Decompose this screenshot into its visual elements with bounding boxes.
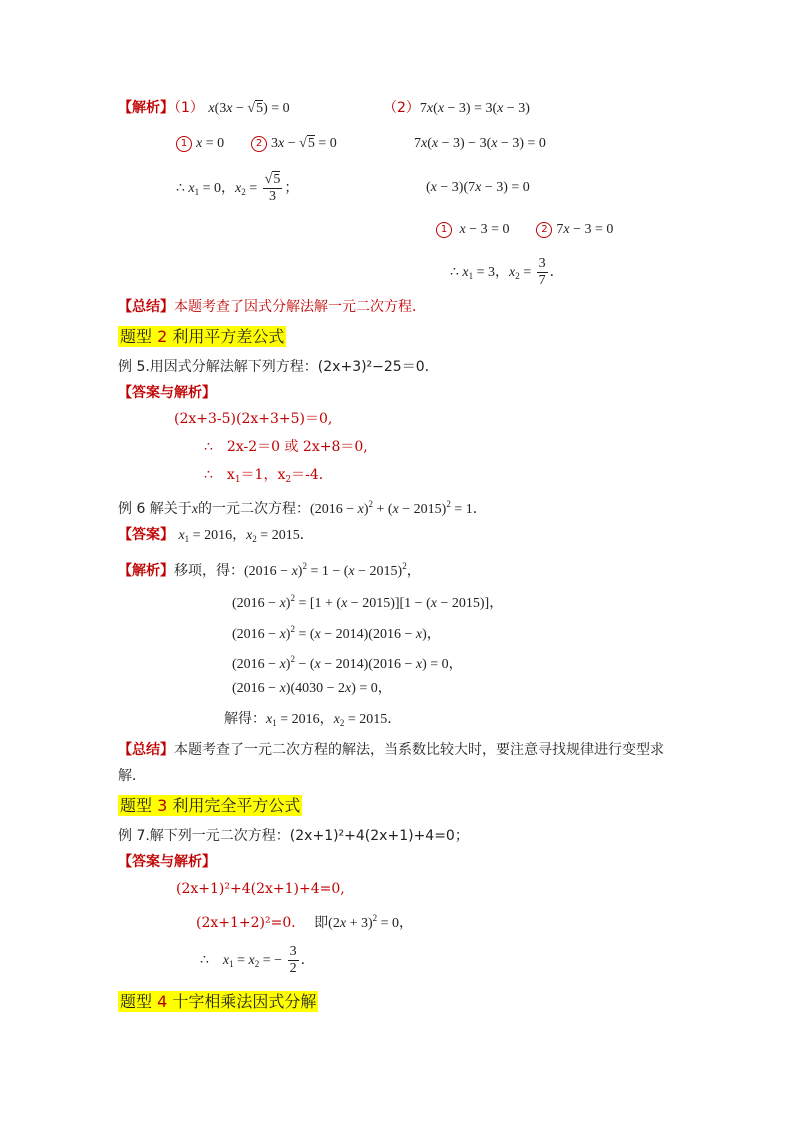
example-7-line-2: (2x+1+2)²=0． 即$(2x + 3)^2 = 0$，	[196, 913, 414, 931]
step-2c: 1 x − 3 = 0 2 7x − 3 = 0	[436, 219, 613, 240]
answer-tag: 【答案】	[118, 527, 174, 543]
summary-text: 本题考查了因式分解法解一元二次方程．	[174, 299, 426, 315]
section-heading-type-3	[118, 794, 302, 819]
result-2: ∴ $x_1 = 3$，$x_2$ = $\frac{3}{7}$ ．	[450, 256, 564, 289]
section-heading-type-2	[118, 325, 286, 350]
analysis-block-1	[118, 98, 290, 119]
example-6-answer: 【答案】 $x_1 = 2016$，$x_2 = 2015$．	[118, 527, 314, 544]
example-7-answer-tag: 【答案与解析】	[118, 854, 216, 870]
circle-number: 1	[176, 136, 192, 152]
analysis-tag: 【解析】	[118, 100, 174, 116]
summary-tag: 【总结】	[118, 299, 174, 315]
sub-label-2: （2）	[383, 100, 420, 116]
example-6-analysis: 【解析】移项，得：$(2016 - x)^2 = 1 - (x - 2015)^2$，	[118, 561, 421, 579]
example-5-line-2: ∴ 2x-2＝0 或 2x+8＝0,	[204, 439, 368, 455]
example-5-line-3: ∴ $x_1=1$，$x_2=-4$．	[204, 467, 333, 485]
type-title: 利用平方差公式	[172, 327, 285, 346]
example-5-answer-tag: 【答案与解析】	[118, 385, 216, 401]
type-number: 2	[157, 327, 168, 346]
summary-tag: 【总结】	[118, 742, 174, 758]
sub-label-1: （1）	[174, 100, 204, 116]
type-number: 4	[157, 992, 168, 1011]
example-6-step-1: $(2016 - x)^2 = [1 + (x - 2015)][1 - (x - 2015)]$，	[232, 593, 504, 611]
type-prefix: 题型	[120, 327, 153, 346]
example-7-line-1: (2x+1)²+4(2x+1)+4=0,	[176, 881, 345, 897]
type-number: 3	[157, 796, 168, 815]
step-connector: 即	[314, 915, 329, 931]
step-1a: 1 x = 0 2 3x − √5 = 0	[176, 133, 337, 154]
equation-1: x(3x − √5) = 0	[208, 101, 290, 116]
step-2b: (x − 3)(7x − 3) = 0	[426, 180, 530, 195]
example-6-solution: 解得：$x_1 = 2016$，$x_2 = 2015$．	[224, 711, 402, 728]
equation-2: 7x(x − 3) = 3(x − 3)	[419, 101, 530, 116]
example-7-result: ∴ $x_1 = x_2$ = − $\frac{3}{2}$ ．	[200, 944, 315, 977]
example-5-title: 例 5.用因式分解法解下列方程：(2x+3)²−25＝0．	[118, 359, 439, 375]
circle-number: 1	[436, 222, 452, 238]
section-heading-type-4	[118, 990, 318, 1015]
summary-text: 本题考查了一元二次方程的解法，当系数比较大时，要注意寻找规律进行变型求	[174, 742, 664, 758]
example-6-step-3: $(2016 - x)^2 - (x - 2014)(2016 - x) = 0$，	[232, 654, 463, 672]
example-6-step-2: $(2016 - x)^2 = (x - 2014)(2016 - x)$，	[232, 624, 441, 642]
step-text: (2x+1+2)²=0．	[196, 915, 306, 931]
analysis-tag: 【解析】	[118, 563, 174, 579]
summary-2	[118, 740, 664, 760]
example-5-line-1: (2x+3-5)(2x+3+5)＝0,	[174, 411, 333, 427]
circle-number: 2	[536, 222, 552, 238]
analysis-block-2	[383, 98, 530, 119]
type-prefix: 题型	[120, 796, 153, 815]
result-1: ∴ $x_1 = 0$，$x_2$ = $\frac{√5}{3}$ ；	[176, 172, 299, 205]
type-title: 利用完全平方公式	[172, 796, 301, 815]
example-6-step-4: (2016 − x)(4030 − 2x) = 0，	[232, 681, 392, 696]
type-prefix: 题型	[120, 992, 153, 1011]
step-2a: 7x(x − 3) − 3(x − 3) = 0	[414, 136, 546, 151]
solved-label: 解得：	[224, 711, 266, 727]
analysis-text: 移项，得：	[174, 563, 244, 579]
example-6-title: 例 6 解关于x的一元二次方程：$(2016 - x)^2 + (x - 2015)^2 = 1$．	[118, 499, 487, 517]
circle-number: 2	[251, 136, 267, 152]
example-7-title: 例 7.解下列一元二次方程：(2x+1)²+4(2x+1)+4=0；	[118, 828, 469, 844]
summary-2-cont: 解．	[118, 768, 146, 784]
type-title: 十字相乘法因式分解	[172, 992, 317, 1011]
summary-1	[118, 297, 426, 317]
